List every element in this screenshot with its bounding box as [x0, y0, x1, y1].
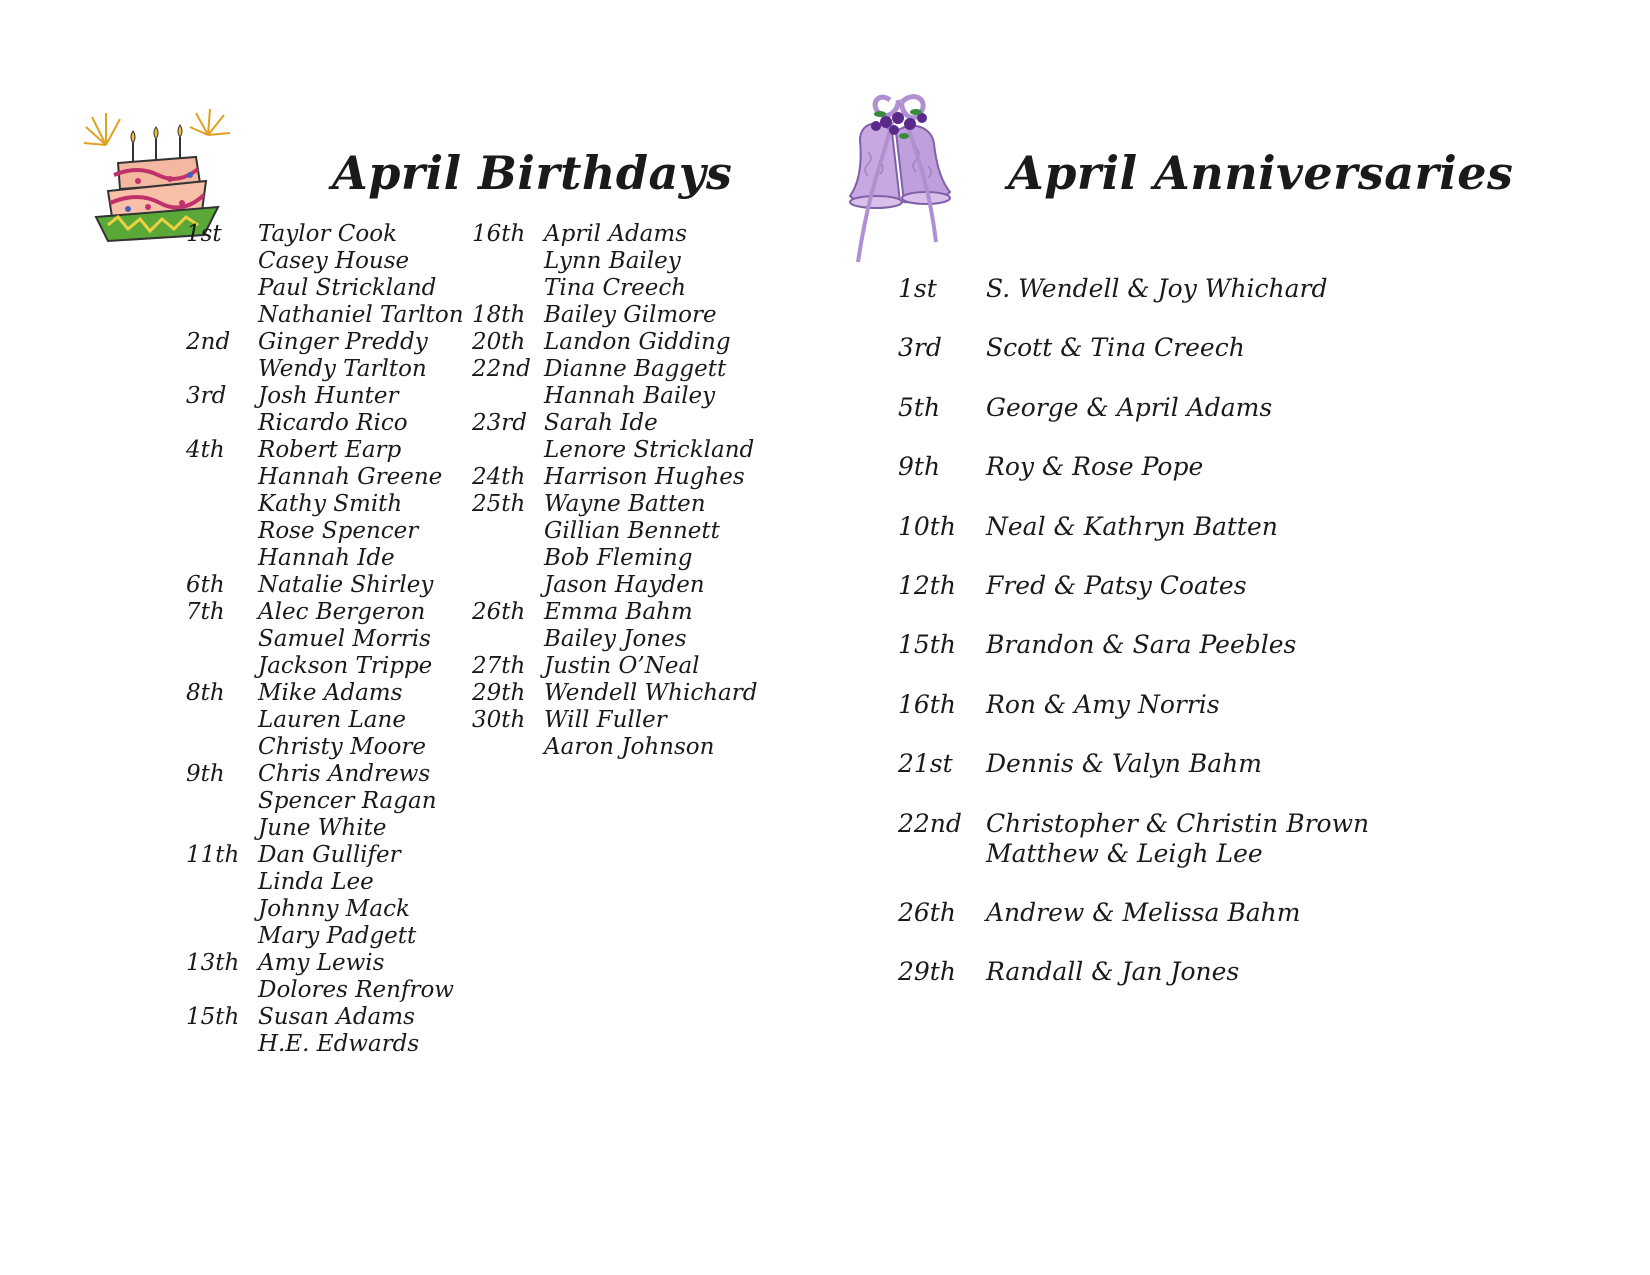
birthday-name: Justin O’Neal [544, 653, 700, 679]
anniversary-date: 12th [898, 571, 956, 600]
birthday-name: Nathaniel Tarlton [258, 302, 464, 328]
anniversary-date: 3rd [898, 333, 942, 363]
birthday-name: Landon Gidding [544, 329, 731, 355]
birthday-name: Christy Moore [258, 734, 426, 760]
birthday-name: Tina Creech [544, 275, 687, 301]
birthday-name: Rose Spencer [258, 518, 419, 544]
birthday-name: Lynn Bailey [544, 248, 681, 274]
anniversary-name: Fred & Patsy Coates [986, 571, 1247, 600]
birthday-date: 23rd [472, 410, 527, 436]
birthday-name: Samuel Morris [258, 626, 431, 652]
birthday-name: Harrison Hughes [544, 464, 745, 490]
birthday-date: 22nd [472, 356, 531, 382]
birthday-name: Sarah Ide [544, 410, 658, 436]
birthday-date: 2nd [186, 329, 231, 355]
birthday-name: Ricardo Rico [258, 410, 408, 436]
birthday-date: 27th [472, 653, 526, 679]
birthdays-title: April Birthdays [332, 146, 733, 200]
birthday-name: Susan Adams [258, 1004, 415, 1030]
wedding-bells-icon [840, 92, 960, 267]
birthday-date: 26th [472, 599, 526, 625]
anniversary-name: George & April Adams [986, 392, 1273, 422]
birthday-name: Hannah Bailey [544, 383, 716, 409]
birthday-date: 13th [186, 950, 240, 976]
birthday-date: 4th [186, 437, 225, 463]
anniversary-date: 15th [898, 630, 956, 660]
birthday-name: Dianne Baggett [544, 356, 727, 382]
anniversary-name: Dennis & Valyn Bahm [986, 749, 1262, 779]
birthday-name: Emma Bahm [544, 599, 693, 625]
birthday-name: Spencer Ragan [258, 788, 437, 814]
birthday-name: Bailey Gilmore [544, 302, 717, 328]
birthday-date: 20th [472, 329, 526, 355]
anniversary-date: 26th [898, 898, 956, 927]
birthday-date: 25th [472, 491, 526, 517]
birthday-name: Taylor Cook [258, 221, 397, 247]
anniversary-date: 1st [898, 274, 937, 303]
birthday-name: Linda Lee [258, 869, 374, 895]
birthday-name: Alec Bergeron [258, 599, 426, 625]
anniversary-name: Andrew & Melissa Bahm [986, 898, 1301, 927]
birthday-name: Wendell Whichard [544, 680, 758, 706]
birthday-date: 24th [472, 464, 526, 490]
anniversary-name: Roy & Rose Pope [986, 452, 1204, 482]
birthday-name: Amy Lewis [258, 950, 385, 976]
anniversary-date: 22nd [898, 808, 962, 838]
anniversary-name: S. Wendell & Joy Whichard [986, 274, 1328, 303]
birthday-date: 30th [472, 707, 526, 733]
birthday-name: Mike Adams [258, 680, 403, 706]
anniversary-date: 21st [898, 749, 953, 779]
birthday-name: Josh Hunter [258, 383, 399, 409]
birthday-date: 11th [186, 842, 240, 868]
anniversary-date: 5th [898, 392, 941, 422]
birthday-name: Bob Fleming [544, 545, 693, 571]
birthday-name: Lauren Lane [258, 707, 406, 733]
birthday-name: Jackson Trippe [258, 653, 433, 679]
birthday-name: Will Fuller [544, 707, 667, 733]
birthday-name: Chris Andrews [258, 761, 431, 787]
anniversary-name: Scott & Tina Creech [986, 333, 1245, 363]
anniversary-date: 16th [898, 689, 956, 719]
anniversary-name: Matthew & Leigh Lee [986, 838, 1263, 868]
anniversary-date: 29th [898, 957, 956, 987]
birthday-date: 16th [472, 221, 526, 247]
anniversary-name: Neal & Kathryn Batten [986, 511, 1278, 541]
anniversary-date: 9th [898, 452, 941, 482]
birthday-name: Bailey Jones [544, 626, 687, 652]
anniversary-date: 10th [898, 511, 956, 541]
birthday-name: April Adams [544, 221, 688, 247]
birthday-date: 3rd [186, 383, 227, 409]
birthday-name: Dan Gullifer [258, 842, 401, 868]
birthday-date: 8th [186, 680, 225, 706]
birthday-name: Gillian Bennett [544, 518, 720, 544]
birthday-date: 1st [186, 221, 222, 247]
birthday-name: June White [258, 815, 387, 841]
birthday-name: Robert Earp [258, 437, 402, 463]
birthday-name: H.E. Edwards [258, 1031, 420, 1057]
birthday-name: Aaron Johnson [544, 734, 715, 760]
anniversary-name: Randall & Jan Jones [986, 957, 1240, 987]
birthday-date: 9th [186, 761, 225, 787]
anniversaries-title: April Anniversaries [1008, 146, 1514, 200]
anniversary-name: Christopher & Christin Brown [986, 808, 1370, 838]
birthday-name: Ginger Preddy [258, 329, 428, 355]
birthday-name: Lenore Strickland [544, 437, 755, 463]
birthday-name: Wayne Batten [544, 491, 706, 517]
birthday-name: Jason Hayden [544, 572, 705, 598]
birthday-name: Mary Padgett [258, 923, 417, 949]
birthday-name: Paul Strickland [258, 275, 437, 301]
anniversary-name: Ron & Amy Norris [986, 689, 1220, 719]
birthday-name: Kathy Smith [258, 491, 403, 517]
birthday-name: Dolores Renfrow [258, 977, 454, 1003]
birthday-name: Natalie Shirley [258, 572, 434, 598]
birthday-name: Casey House [258, 248, 410, 274]
birthday-name: Hannah Ide [258, 545, 395, 571]
birthday-date: 7th [186, 599, 225, 625]
birthday-name: Hannah Greene [258, 464, 443, 490]
birthday-date: 18th [472, 302, 526, 328]
birthday-name: Wendy Tarlton [258, 356, 427, 382]
birthday-name: Johnny Mack [258, 896, 410, 922]
birthday-date: 15th [186, 1004, 240, 1030]
birthday-date: 6th [186, 572, 225, 598]
anniversary-name: Brandon & Sara Peebles [986, 630, 1297, 660]
birthday-date: 29th [472, 680, 526, 706]
